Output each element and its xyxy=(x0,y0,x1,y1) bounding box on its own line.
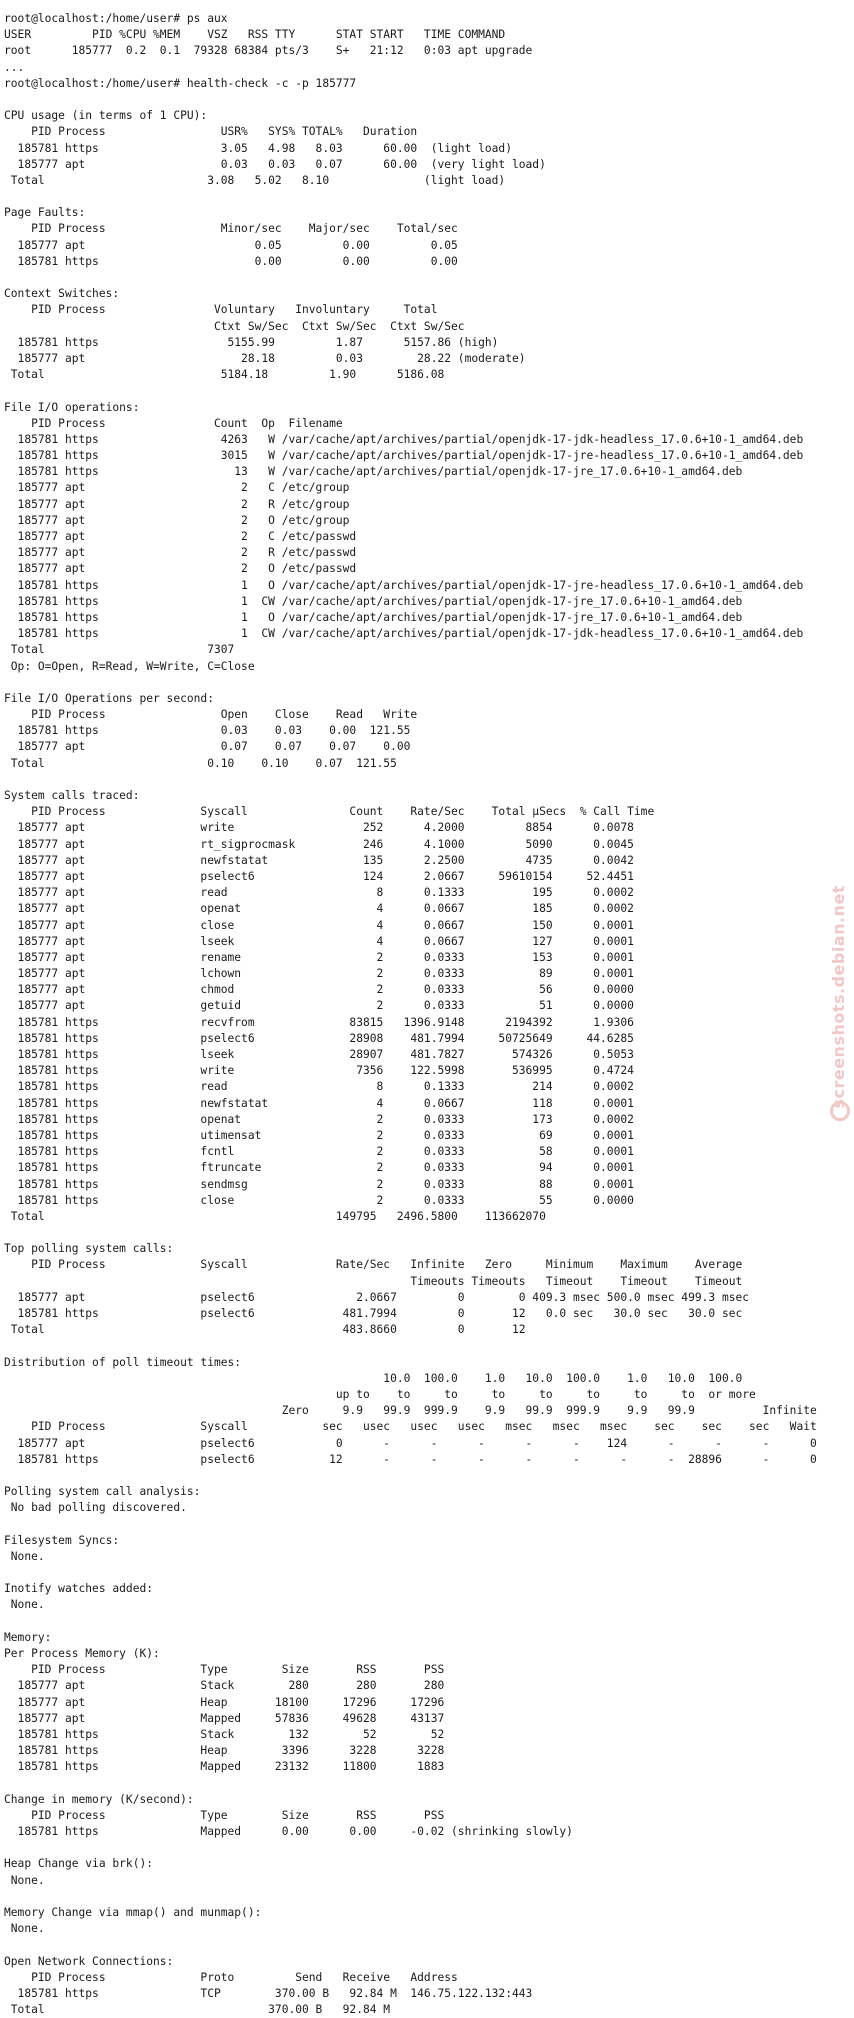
terminal-line: None. xyxy=(4,1549,45,1563)
terminal-line: 185781 https 3.05 4.98 8.03 60.00 (light load) xyxy=(4,141,512,155)
terminal-line: Timeouts Timeouts Timeout Timeout Timeout xyxy=(4,1274,743,1288)
terminal-line: 185781 https pselect6 12 - - - - - - - 28896 - 0 xyxy=(4,1452,817,1466)
terminal-line: 185781 https utimensat 2 0.0333 69 0.0001 xyxy=(4,1128,634,1142)
terminal-line xyxy=(4,92,850,108)
terminal-line: 185777 apt write 252 4.2000 8854 0.0078 xyxy=(4,821,634,835)
terminal-line xyxy=(4,1775,850,1791)
terminal-line xyxy=(4,1889,850,1905)
terminal-line xyxy=(4,772,850,788)
watermark: screenshots.debian.net xyxy=(829,885,848,1109)
terminal-line: Per Process Memory (K): xyxy=(4,1646,160,1660)
terminal-line: 185777 apt 2 O /etc/group xyxy=(4,513,350,527)
terminal-line: Inotify watches added: xyxy=(4,1582,154,1596)
terminal-line: PID Process Count Op Filename xyxy=(4,416,343,430)
terminal-line: 185777 apt read 8 0.1333 195 0.0002 xyxy=(4,886,634,900)
terminal-line xyxy=(4,675,850,691)
terminal-line: 185777 apt openat 4 0.0667 185 0.0002 xyxy=(4,902,634,916)
terminal-line: 185777 apt rename 2 0.0333 153 0.0001 xyxy=(4,950,634,964)
terminal-line: 185777 apt 2 R /etc/group xyxy=(4,497,350,511)
terminal-line: 185781 https pselect6 481.7994 0 12 0.0 sec 30.0 sec 30.0 sec xyxy=(4,1307,743,1320)
terminal-line: 185777 apt 0.03 0.03 0.07 60.00 (very light load) xyxy=(4,157,546,171)
terminal-line: 185777 apt 0.07 0.07 0.07 0.00 xyxy=(4,740,411,754)
terminal-line: PID Process Syscall Rate/Sec Infinite Zero Minimum Maximum Average xyxy=(4,1258,743,1272)
terminal-line: PID Process Syscall sec usec usec usec msec msec msec sec sec sec Wait xyxy=(4,1420,817,1434)
terminal-line: 185781 https recvfrom 83815 1396.9148 2194392 1.9306 xyxy=(4,1015,634,1029)
terminal-line: PID Process USR% SYS% TOTAL% Duration xyxy=(4,125,418,139)
terminal-line: 185777 apt pselect6 0 - - - - - 124 - - - 0 xyxy=(4,1436,817,1450)
terminal-line: 185777 apt 2 R /etc/passwd xyxy=(4,546,357,560)
terminal-line: 185777 apt pselect6 2.0667 0 0 409.3 msec 500.0 msec 499.3 msec xyxy=(4,1290,750,1304)
terminal-line: File I/O Operations per second: xyxy=(4,691,214,705)
terminal-line: 185781 https newfstatat 4 0.0667 118 0.0001 xyxy=(4,1096,634,1110)
terminal-line: 185777 apt Mapped 57836 49628 43137 xyxy=(4,1711,445,1725)
terminal-line: USER PID %CPU %MEM VSZ RSS TTY STAT START TIME COMMAND xyxy=(4,28,506,42)
terminal-line: 185781 https 0.00 0.00 0.00 xyxy=(4,254,458,268)
terminal-line: Total 7307 xyxy=(4,643,235,657)
terminal-line: 185777 apt pselect6 124 2.0667 59610154 52.4451 xyxy=(4,869,634,883)
terminal-line: PID Process Voluntary Involuntary Total xyxy=(4,303,438,317)
terminal-line: PID Process Open Close Read Write xyxy=(4,708,418,722)
terminal-line: Total 5184.18 1.90 5186.08 xyxy=(4,368,445,382)
terminal-line: 185777 apt 28.18 0.03 28.22 (moderate) xyxy=(4,351,526,365)
terminal-line: System calls traced: xyxy=(4,789,140,802)
terminal-line: 185777 apt Stack 280 280 280 xyxy=(4,1679,445,1693)
terminal-line: Filesystem Syncs: xyxy=(4,1533,120,1547)
terminal-line: Heap Change via brk(): xyxy=(4,1857,154,1871)
terminal-line: 185781 https 0.03 0.03 0.00 121.55 xyxy=(4,724,411,738)
terminal-line: 10.0 100.0 1.0 10.0 100.0 1.0 10.0 100.0 xyxy=(4,1371,743,1385)
terminal-line: No bad polling discovered. xyxy=(4,1501,187,1515)
terminal-line: None. xyxy=(4,1922,45,1936)
terminal-line: Total 483.8660 0 12 xyxy=(4,1323,526,1337)
terminal-line xyxy=(4,1937,850,1953)
terminal-line: PID Process Type Size RSS PSS xyxy=(4,1663,445,1677)
terminal-line: 185777 apt getuid 2 0.0333 51 0.0000 xyxy=(4,999,634,1013)
terminal-line: 185777 apt lseek 4 0.0667 127 0.0001 xyxy=(4,934,634,948)
terminal-line: File I/O operations: xyxy=(4,400,140,414)
terminal-line: 185781 https sendmsg 2 0.0333 88 0.0001 xyxy=(4,1177,634,1191)
terminal-line: 185777 apt lchown 2 0.0333 89 0.0001 xyxy=(4,967,634,981)
terminal-line: 185777 apt newfstatat 135 2.2500 4735 0.0042 xyxy=(4,853,634,867)
terminal-line: 185781 https close 2 0.0333 55 0.0000 xyxy=(4,1193,634,1207)
terminal-line: Change in memory (K/second): xyxy=(4,1792,194,1806)
terminal-line: 185777 apt 2 O /etc/passwd xyxy=(4,562,357,576)
terminal-line: 185781 https fcntl 2 0.0333 58 0.0001 xyxy=(4,1145,634,1159)
terminal-line: ... xyxy=(4,60,25,74)
terminal-line: 185781 https ftruncate 2 0.0333 94 0.0001 xyxy=(4,1161,634,1175)
terminal-line xyxy=(4,1468,850,1484)
terminal-line: Op: O=Open, R=Read, W=Write, C=Close xyxy=(4,659,255,673)
terminal-line xyxy=(4,1516,850,1532)
terminal-line: 185781 https 1 CW /var/cache/apt/archives/partial/openjdk-17-jre_17.0.6+10-1_amd64.deb xyxy=(4,594,743,608)
terminal-line xyxy=(4,1338,850,1354)
terminal-line: 185781 https 4263 W /var/cache/apt/archives/partial/openjdk-17-jdk-headless_17.0.6+10-1_amd64.deb xyxy=(4,432,804,446)
terminal-line: 185781 https Stack 132 52 52 xyxy=(4,1727,445,1741)
terminal-line: root 185777 0.2 0.1 79328 68384 pts/3 S+ 21:12 0:03 apt upgrade xyxy=(4,44,533,58)
terminal-line: Page Faults: xyxy=(4,206,86,220)
terminal-line: 185781 https 13 W /var/cache/apt/archives/partial/openjdk-17-jre_17.0.6+10-1_amd64.deb xyxy=(4,465,743,479)
terminal-line xyxy=(4,1225,850,1241)
terminal-line: PID Process Syscall Count Rate/Sec Total µSecs % Call Time xyxy=(4,805,655,819)
terminal-line: 185777 apt close 4 0.0667 150 0.0001 xyxy=(4,918,634,932)
terminal-line: Context Switches: xyxy=(4,287,120,301)
terminal-line: Total 3.08 5.02 8.10 (light load) xyxy=(4,173,506,187)
terminal-line: PID Process Proto Send Receive Address xyxy=(4,1970,458,1984)
terminal-line: 185777 apt 2 C /etc/group xyxy=(4,481,350,495)
terminal-line: Memory: xyxy=(4,1630,52,1644)
terminal-line: Distribution of poll timeout times: xyxy=(4,1355,242,1369)
terminal-line: Total 149795 2496.5800 113662070 xyxy=(4,1209,546,1223)
terminal-line: 185781 https Mapped 0.00 0.00 -0.02 (shrinking slowly) xyxy=(4,1825,573,1838)
terminal-line: 185781 https lseek 28907 481.7827 574326 0.5053 xyxy=(4,1048,634,1061)
terminal-line: up to to to to to to to to or more xyxy=(4,1387,756,1401)
terminal-line: Total 0.10 0.10 0.07 121.55 xyxy=(4,756,397,770)
terminal-line: 185777 apt 0.05 0.00 0.05 xyxy=(4,238,458,252)
terminal-line: 185777 apt chmod 2 0.0333 56 0.0000 xyxy=(4,983,634,997)
terminal-line: 185781 https TCP 370.00 B 92.84 M 146.75.122.132:443 xyxy=(4,1986,533,2000)
terminal-line: 185781 https Mapped 23132 11800 1883 xyxy=(4,1760,445,1774)
terminal-line: 185781 https 1 O /var/cache/apt/archives/partial/openjdk-17-jre_17.0.6+10-1_amd64.deb xyxy=(4,610,743,624)
terminal-line xyxy=(4,1565,850,1581)
terminal-line: 185777 apt 2 C /etc/passwd xyxy=(4,530,357,543)
terminal-line: root@localhost:/home/user# health-check -c -p 185777 xyxy=(4,76,357,90)
terminal-line: 185781 https 5155.99 1.87 5157.86 (high) xyxy=(4,335,499,349)
terminal-line: 185781 https read 8 0.1333 214 0.0002 xyxy=(4,1080,634,1094)
terminal-line: PID Process Minor/sec Major/sec Total/sec xyxy=(4,222,458,236)
terminal-line: Top polling system calls: xyxy=(4,1242,174,1256)
terminal-line: root@localhost:/home/user# ps aux xyxy=(4,12,228,25)
terminal-line xyxy=(4,270,850,286)
terminal-line: Memory Change via mmap() and munmap(): xyxy=(4,1905,262,1919)
terminal-line: Open Network Connections: xyxy=(4,1954,174,1968)
terminal-line: Zero 9.9 99.9 999.9 9.9 99.9 999.9 9.9 99.9 Infinite xyxy=(4,1404,817,1418)
terminal-line: 185781 https 1 CW /var/cache/apt/archives/partial/openjdk-17-jdk-headless_17.0.6+10-1_amd64.deb xyxy=(4,627,804,641)
terminal-line: 185781 https 1 O /var/cache/apt/archives/partial/openjdk-17-jre-headless_17.0.6+10-1_amd64.deb xyxy=(4,578,804,592)
terminal-line: 185781 https write 7356 122.5998 536995 0.4724 xyxy=(4,1064,634,1078)
terminal-line: 185781 https Heap 3396 3228 3228 xyxy=(4,1744,445,1758)
terminal-line: Ctxt Sw/Sec Ctxt Sw/Sec Ctxt Sw/Sec xyxy=(4,319,465,333)
terminal-line xyxy=(4,1840,850,1856)
terminal-line: CPU usage (in terms of 1 CPU): xyxy=(4,109,208,123)
terminal-line xyxy=(4,383,850,399)
terminal-line xyxy=(4,189,850,205)
watermark-logo-icon xyxy=(830,1101,850,1121)
terminal-line: 185781 https 3015 W /var/cache/apt/archives/partial/openjdk-17-jre-headless_17.0.6+10-1_amd64.deb xyxy=(4,449,804,463)
terminal-line: 185777 apt Heap 18100 17296 17296 xyxy=(4,1695,445,1709)
terminal-line: 185777 apt rt_sigprocmask 246 4.1000 5090 0.0045 xyxy=(4,837,634,851)
terminal-line: None. xyxy=(4,1598,45,1612)
terminal-line: Polling system call analysis: xyxy=(4,1485,201,1499)
terminal-line: None. xyxy=(4,1873,45,1887)
terminal-line: Total 370.00 B 92.84 M xyxy=(4,2003,391,2017)
terminal-line: PID Process Type Size RSS PSS xyxy=(4,1808,445,1822)
terminal-line: 185781 https pselect6 28908 481.7994 50725649 44.6285 xyxy=(4,1031,634,1045)
terminal-line: 185781 https openat 2 0.0333 173 0.0002 xyxy=(4,1112,634,1126)
terminal-line xyxy=(4,1614,850,1630)
